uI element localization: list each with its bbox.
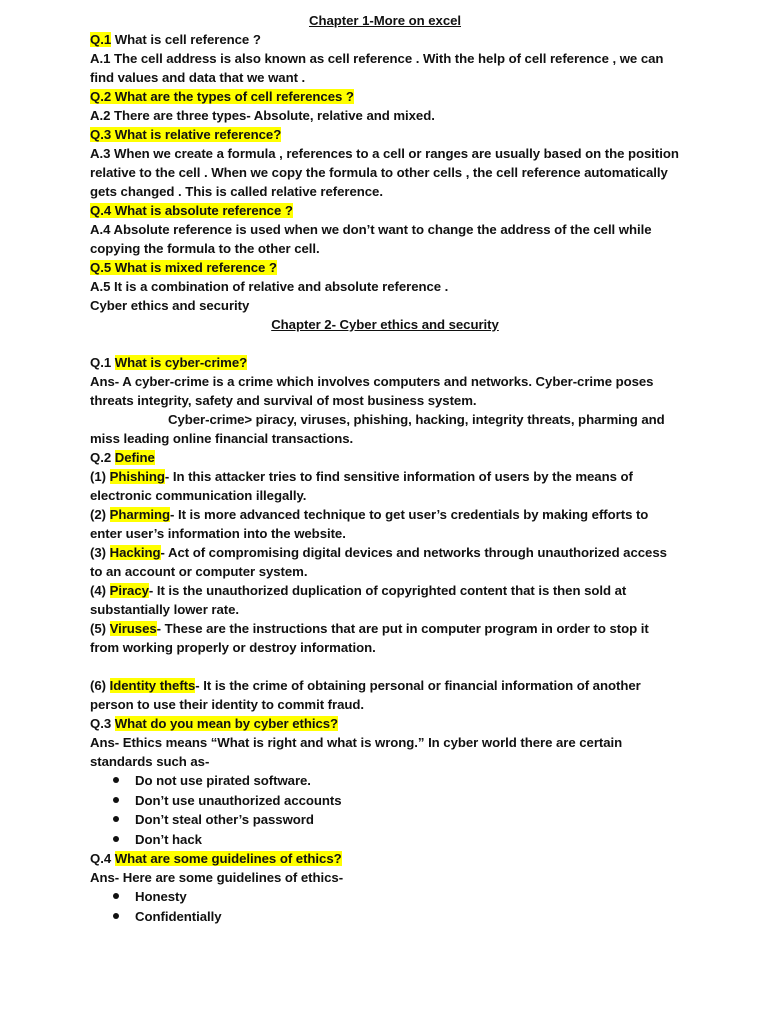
bullet-icon: [113, 797, 119, 803]
list-item: Don’t use unauthorized accounts: [90, 791, 680, 811]
term-hacking: Hacking: [109, 545, 161, 560]
ch1-answer-5: A.5 It is a combination of relative and absolute reference .: [90, 279, 449, 294]
ch2-answer-1: Ans- A cyber-crime is a crime which involves computers and networks. Cyber-crime poses threats integrity, safety and survival of most business system.: [90, 374, 654, 408]
bullet-icon: [113, 836, 119, 842]
ch2-question-4: Q.4 What are some guidelines of ethics?: [90, 851, 342, 866]
definition-identity-thefts: (6) Identity thefts- It is the crime of obtaining personal or financial information of another person to use their identity to commit fraud.: [90, 678, 641, 712]
definition-viruses: (5) Viruses- These are the instructions that are put in computer program in order to stop it from working properly or destroy information.: [90, 621, 649, 655]
list-item: Don’t hack: [90, 830, 680, 850]
spacer: [90, 334, 680, 353]
definition-pharming: (2) Pharming- It is more advanced technique to get user’s credentials by making efforts to enter user’s information into the website.: [90, 507, 649, 541]
ch2-question-2: Q.2 Define: [90, 450, 155, 465]
term-pharming: Pharming: [109, 507, 171, 522]
ch2-question-3: Q.3 What do you mean by cyber ethics?: [90, 716, 339, 731]
bullet-icon: [113, 893, 119, 899]
ch2-question-1: Q.1 What is cyber-crime?: [90, 355, 248, 370]
ch2-answer-1-continued-2: miss leading online financial transactions.: [90, 431, 354, 446]
bullet-icon: [113, 816, 119, 822]
term-identity-thefts: Identity thefts: [109, 678, 196, 693]
list-item: Do not use pirated software.: [90, 771, 680, 791]
ch1-trailing-line: Cyber ethics and security: [90, 298, 250, 313]
ch1-answer-1: A.1 The cell address is also known as cell reference . With the help of cell reference , we can find values and data that we want .: [90, 51, 664, 85]
definition-piracy: (4) Piracy- It is the unauthorized duplication of copyrighted content that is then sold at substantially lower rate.: [90, 583, 627, 617]
ch1-answer-3: A.3 When we create a formula , references to a cell or ranges are usually based on the position relative to the cell . When we copy the formula to other cells , the cell reference automatically gets changed . This is called relative reference.: [90, 146, 679, 199]
ch1-question-3: Q.3 What is relative reference?: [90, 127, 282, 142]
chapter-2-title: Chapter 2- Cyber ethics and security: [271, 317, 499, 332]
standards-list: [90, 771, 680, 849]
ch1-question-2: Q.2 What are the types of cell references ?: [90, 89, 354, 104]
list-item: Don’t steal other’s password: [90, 810, 680, 830]
term-phishing: Phishing: [109, 469, 165, 484]
ch2-answer-4: Ans- Here are some guidelines of ethics-: [90, 870, 344, 885]
ch1-q1-number: Q.1: [90, 32, 112, 47]
spacer: [90, 657, 680, 676]
ch2-answer-1-continued: Cyber-crime> piracy, viruses, phishing, hacking, integrity threats, pharming and: [168, 412, 665, 427]
term-piracy: Piracy: [109, 583, 149, 598]
ch1-question-5: Q.5 What is mixed reference ?: [90, 260, 277, 275]
term-viruses: Viruses: [109, 621, 157, 636]
ch1-question-4: Q.4 What is absolute reference ?: [90, 203, 293, 218]
ch1-answer-2: A.2 There are three types- Absolute, relative and mixed.: [90, 108, 435, 123]
list-item: Confidentially: [90, 907, 680, 927]
ch2-answer-3: Ans- Ethics means “What is right and what is wrong.” In cyber world there are certain standards such as-: [90, 735, 623, 769]
chapter-1-title: Chapter 1-More on excel: [308, 13, 461, 28]
bullet-icon: [113, 777, 119, 783]
definition-phishing: (1) Phishing- In this attacker tries to find sensitive information of users by the means of electronic communication illegally.: [90, 469, 633, 503]
ch1-q1-text: What is cell reference ?: [111, 32, 261, 47]
list-item: Honesty: [90, 887, 680, 907]
guidelines-list: [90, 887, 680, 926]
bullet-icon: [113, 913, 119, 919]
definition-hacking: (3) Hacking- Act of compromising digital devices and networks through unauthorized access to an account or computer system.: [90, 545, 667, 579]
ch1-question-1: [90, 30, 680, 49]
document-body: [90, 11, 680, 926]
ch1-answer-4: A.4 Absolute reference is used when we don’t want to change the address of the cell while copying the formula to the other cell.: [90, 222, 652, 256]
